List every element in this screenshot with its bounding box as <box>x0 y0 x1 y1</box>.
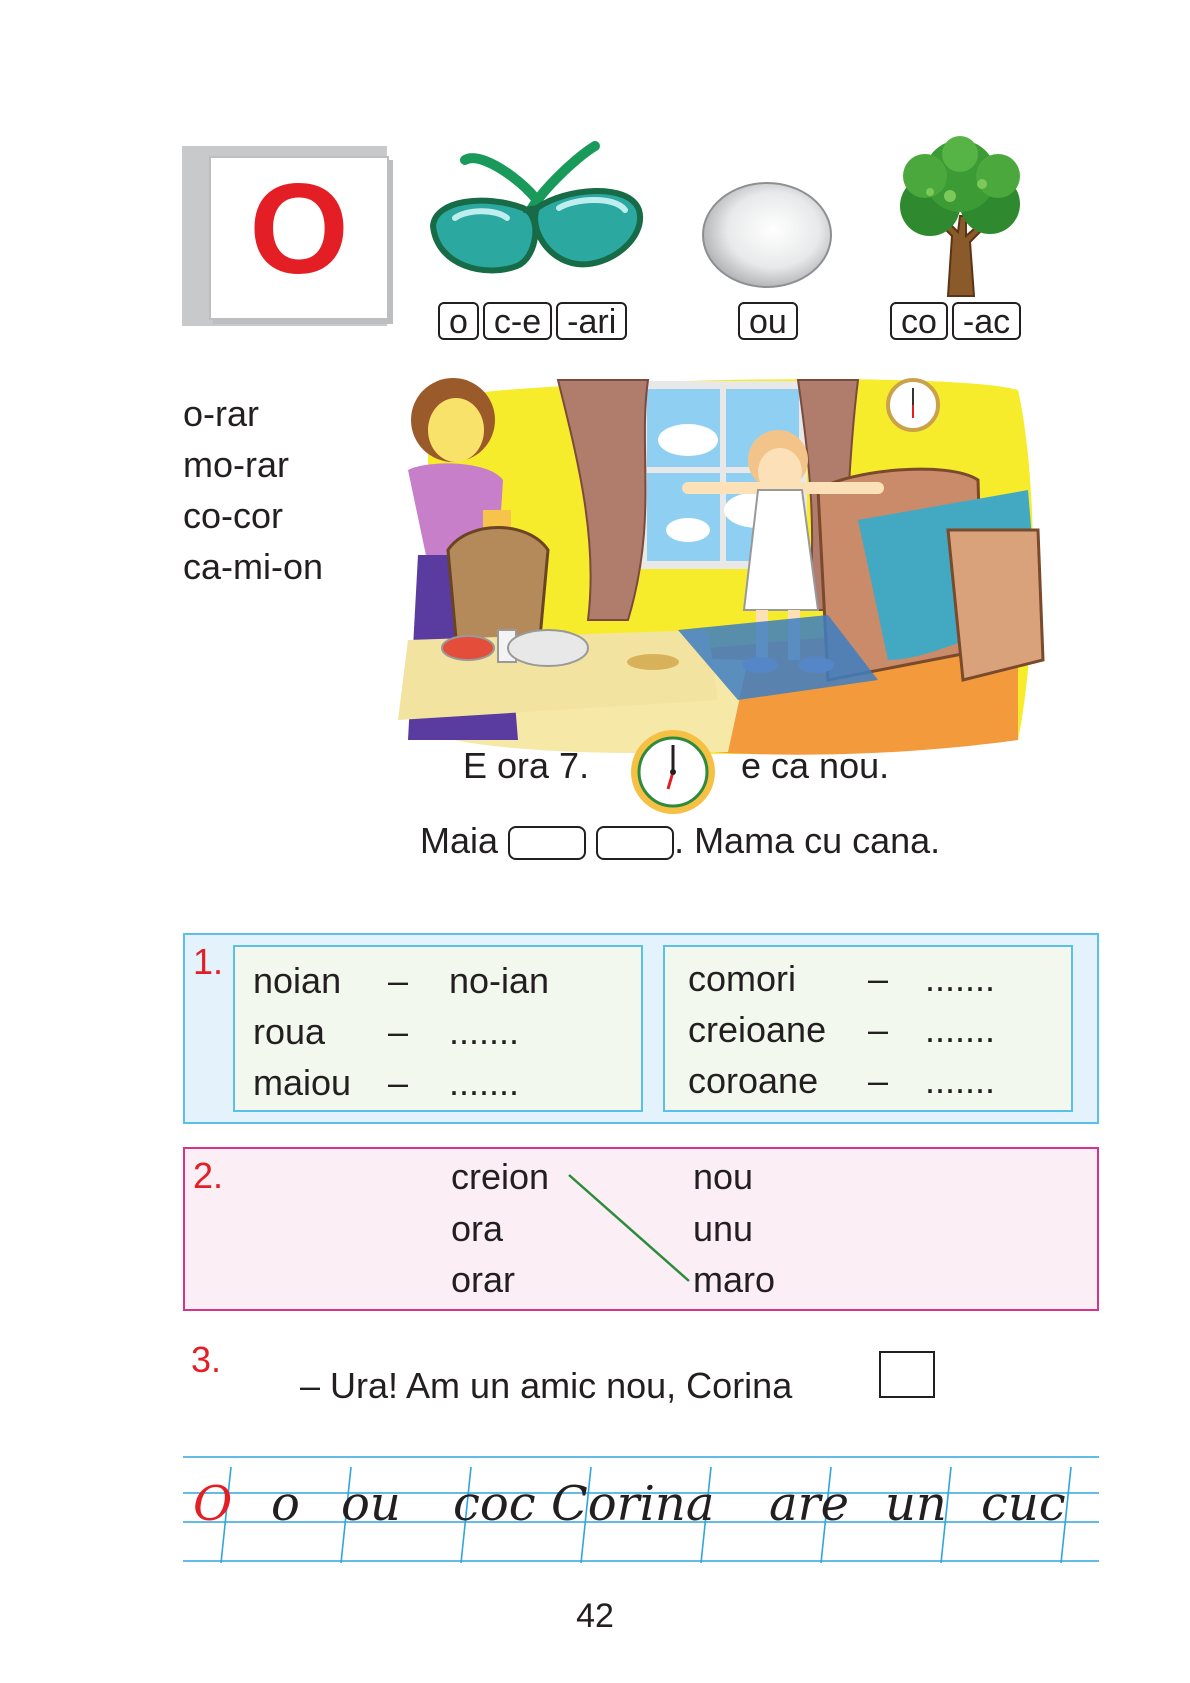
sentence-line-1 <box>463 745 1023 825</box>
syllable-box: o <box>438 302 479 340</box>
sentence-text: . Mama cu cana. <box>674 820 941 861</box>
egg-icon <box>700 180 835 290</box>
dash: – <box>388 1011 409 1052</box>
handwriting-word: ou <box>341 1476 401 1532</box>
page-number: 42 <box>576 1597 614 1635</box>
handwriting-word: are <box>769 1476 849 1532</box>
letter-card <box>209 156 389 320</box>
match-line <box>565 1169 695 1289</box>
blank-box[interactable] <box>508 826 586 860</box>
match-word-right[interactable]: unu <box>693 1208 754 1249</box>
syllables-glasses <box>438 302 631 340</box>
dash: – <box>868 1060 889 1101</box>
handwriting-word: Corina <box>551 1476 715 1532</box>
word-item: coroane <box>688 1060 819 1101</box>
tree-icon <box>890 136 1030 301</box>
exercise-1-box <box>183 933 1099 1124</box>
sentence-text: E ora 7. <box>463 745 590 786</box>
word-item: ca-mi-on <box>183 546 324 587</box>
syllable-word-list <box>183 388 323 592</box>
sentence-line-2 <box>420 820 1020 870</box>
handwriting-word: o <box>271 1476 300 1532</box>
split-answer[interactable]: ....... <box>449 1011 520 1052</box>
sentence-text: e ca nou. <box>741 745 890 786</box>
split-answer[interactable]: ....... <box>449 1062 520 1103</box>
syllable-box: co <box>890 302 948 340</box>
match-word-left[interactable]: creion <box>451 1156 550 1197</box>
sentence-text: Maia <box>420 820 499 861</box>
handwriting-word: un <box>885 1476 947 1532</box>
word-item: maiou <box>253 1062 352 1103</box>
bedroom-scene-illustration <box>388 360 1048 760</box>
word-item: co-cor <box>183 495 284 536</box>
syllables-tree <box>890 302 1025 340</box>
match-word-right[interactable]: maro <box>693 1259 776 1300</box>
syllable-box: c-e <box>483 302 552 340</box>
match-word-left[interactable]: orar <box>451 1259 516 1300</box>
blank-box[interactable] <box>596 826 674 860</box>
syllable-box: -ac <box>952 302 1021 340</box>
split-answer[interactable]: no-ian <box>449 960 550 1001</box>
match-word-right[interactable]: nou <box>693 1156 754 1197</box>
dash: – <box>388 1062 409 1103</box>
word-item: o-rar <box>183 393 260 434</box>
exercise-2-box <box>183 1147 1099 1311</box>
word-item: roua <box>253 1011 326 1052</box>
clock-icon <box>628 727 718 817</box>
handwriting-word: O <box>193 1476 233 1532</box>
exercise-number: 3. <box>191 1339 222 1380</box>
split-answer[interactable]: ....... <box>925 1009 996 1050</box>
handwriting-practice-lines <box>183 1455 1099 1567</box>
handwriting-word: cuc <box>981 1476 1066 1532</box>
word-item: creioane <box>688 1009 827 1050</box>
word-item: comori <box>688 958 797 999</box>
split-answer[interactable]: ....... <box>925 958 996 999</box>
syllable-box: -ari <box>556 302 627 340</box>
exercise-number: 1. <box>193 941 224 982</box>
match-word-left[interactable]: ora <box>451 1208 504 1249</box>
word-item: noian <box>253 960 342 1001</box>
handwriting-word: coc <box>453 1476 536 1532</box>
glasses-icon <box>425 138 655 278</box>
split-answer[interactable]: ....... <box>925 1060 996 1101</box>
exercise-3-sentence: – Ura! Am un amic nou, Corina <box>300 1365 793 1406</box>
exercise-number: 2. <box>193 1155 224 1196</box>
dash: – <box>388 960 409 1001</box>
word-item: mo-rar <box>183 444 289 485</box>
punctuation-answer-box[interactable] <box>879 1351 935 1398</box>
ruled-lines <box>183 1455 1099 1567</box>
dash: – <box>868 958 889 999</box>
syllables-egg <box>738 302 802 340</box>
dash: – <box>868 1009 889 1050</box>
syllable-box: ou <box>738 302 798 340</box>
big-letter: O <box>249 158 349 301</box>
